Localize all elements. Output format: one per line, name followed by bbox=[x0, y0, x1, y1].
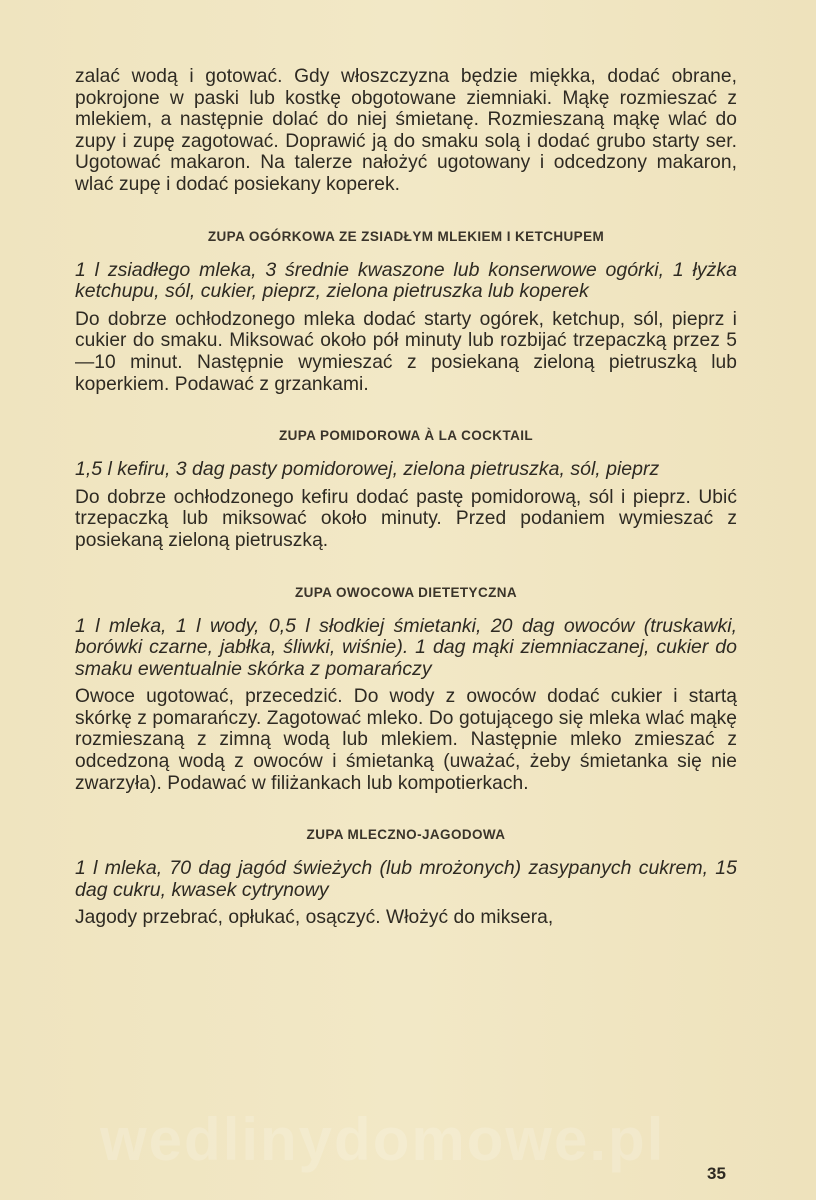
recipe-ingredients: 1,5 l kefiru, 3 dag pasty pomidorowej, zielona pietruszka, sól, pieprz bbox=[75, 458, 660, 481]
recipe-cucumber-soup bbox=[75, 229, 737, 396]
intro-paragraph: zalać wodą i gotować. Gdy włoszczyzna będzie miękka, dodać obrane, pokrojone w paski lub kostkę obgotowane ziemniaki. Mąkę rozmieszać z mlekiem, a następnie dolać do niej śmietanę. Rozmieszaną mąkę wlać do zupy i zupę zagotować. Doprawić ją do smaku solą i dodać grubo starty ser. Ugotować makaron. Na talerze nałożyć ugotowany i odcedzony makaron, wlać zupę i dodać posiekany koperek. bbox=[75, 66, 737, 195]
recipe-ingredients: 1 l mleka, 1 l wody, 0,5 l słodkiej śmietanki, 20 dag owoców (truskawki, borówki czarne, jabłka, śliwki, wiśnie). 1 dag mąki ziemniaczanej, cukier do smaku ewentualnie skórka z pomarańczy bbox=[75, 614, 737, 680]
page-number: 35 bbox=[707, 1164, 726, 1183]
watermark: wedlinydomowe.pl bbox=[100, 1106, 666, 1173]
recipe-tomato-cocktail bbox=[75, 428, 737, 551]
recipe-fruit-soup bbox=[75, 585, 737, 795]
recipe-ingredients: 1 l zsiadłego mleka, 3 średnie kwaszone lub konserwowe ogórki, 1 łyżka ketchupu, sól, cukier, pieprz, zielona pietruszka lub koperek bbox=[75, 258, 737, 303]
recipe-method: Do dobrze ochłodzonego mleka dodać starty ogórek, ketchup, sól, pieprz i cukier do smaku. Miksować około pół minuty lub rozbijać trzepaczką przez 5—10 minut. Następnie wymieszać z posiekaną zieloną pietruszką lub koperkiem. Podawać z grzankami. bbox=[75, 308, 737, 395]
recipe-ingredients: 1 l mleka, 70 dag jagód świeżych (lub mrożonych) zasypanych cukrem, 15 dag cukru, kwasek cytrynowy bbox=[75, 857, 737, 901]
recipe-title: ZUPA POMIDOROWA À LA COCKTAIL bbox=[278, 428, 534, 444]
recipe-title: ZUPA MLECZNO-JAGODOWA bbox=[306, 827, 506, 843]
text-column bbox=[75, 66, 737, 962]
recipe-method: Jagody przebrać, opłukać, osączyć. Włożyć do miksera, bbox=[75, 907, 554, 929]
recipe-method: Owoce ugotować, przecedzić. Do wody z owoców dodać cukier i startą skórkę z pomarańczy. Zagotować mleko. Do gotującego się mleka wlać mąkę rozmieszaną z zimną wodą lub mlekiem. Następnie mleko zmieszać z odcedzoną wodą z owoców i śmietanką (uważać, żeby śmietanka się nie zwarzyła). Podawać w filiżankach lub kompotierkach. bbox=[75, 686, 737, 794]
recipe-method: Do dobrze ochłodzonego kefiru dodać pastę pomidorową, sól i pieprz. Ubić trzepaczką lub miksować około minuty. Przed podaniem wymieszać z posiekaną zieloną pietruszką. bbox=[75, 486, 737, 551]
recipe-milk-blueberry bbox=[75, 827, 737, 929]
recipe-title: ZUPA OWOCOWA DIETETYCZNA bbox=[294, 584, 518, 600]
recipe-title: ZUPA OGÓRKOWA ZE ZSIADŁYM MLEKIEM I KETCHUPEM bbox=[207, 228, 605, 244]
